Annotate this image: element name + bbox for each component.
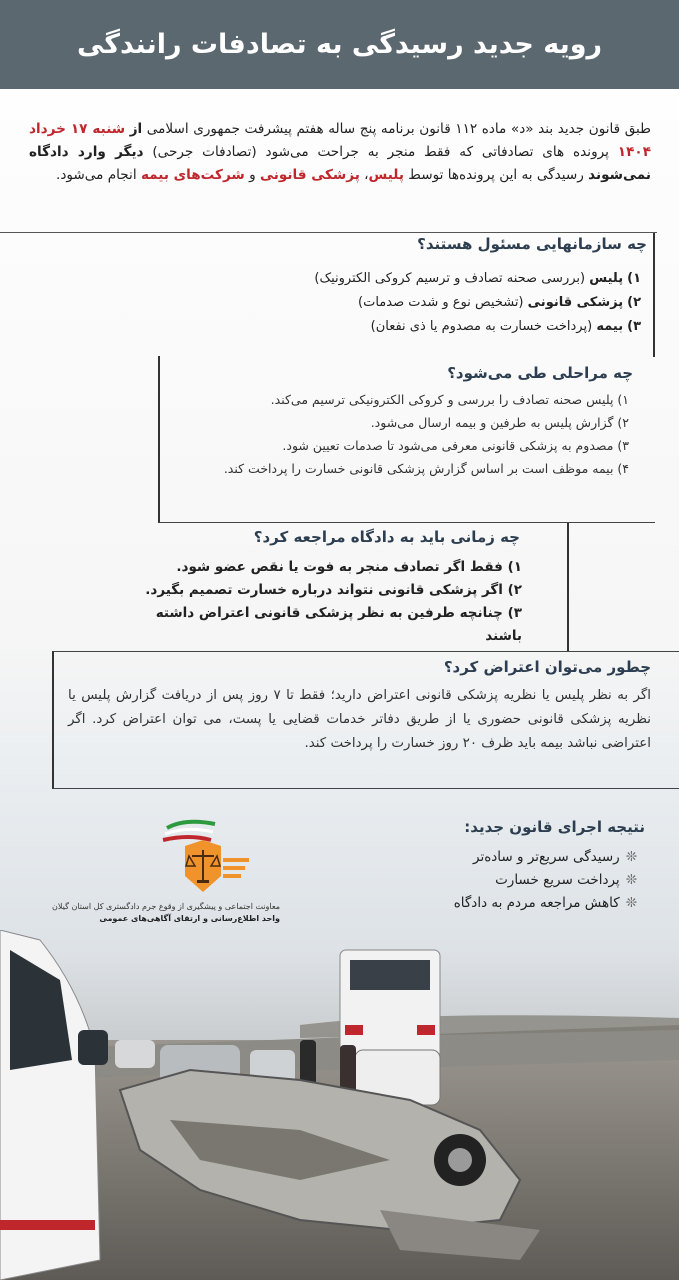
list-item: ۱) فقط اگر تصادف منجر به فوت یا نقص عضو شود. xyxy=(176,559,522,575)
accident-photo xyxy=(0,930,679,1280)
section-title: چه مراحلی طی می‌شود؟ xyxy=(447,364,633,382)
section-title: چه زمانی باید به دادگاه مراجعه کرد؟ xyxy=(253,528,520,546)
result-text: کاهش مراجعه مردم به دادگاه xyxy=(453,895,620,911)
org-insurance: شرکت‌های بیمه xyxy=(140,167,245,183)
result-section xyxy=(355,818,645,915)
org-name-line1: معاونت اجتماعی و پیشگیری از وقوع جرم دادگستری کل استان گیلان xyxy=(52,902,280,911)
list-item: ۳) چنانچه طرفین به نظر پزشکی قانونی اعتراض داشته باشند xyxy=(155,605,522,644)
judiciary-logo xyxy=(52,818,280,948)
header-banner xyxy=(0,0,679,89)
scales-of-justice-icon xyxy=(145,818,255,900)
page-title: رویه جدید رسیدگی به تصادفات رانندگی xyxy=(76,29,603,60)
intro-text: از xyxy=(129,121,143,137)
result-text: رسیدگی سریع‌تر و ساده‌تر xyxy=(473,849,620,865)
section-title: چه سازمانهایی مسئول هستند؟ xyxy=(417,235,647,253)
bullet-icon: ❊ xyxy=(625,872,637,888)
item-desc: (پرداخت خسارت به مصدوم یا ذی نفعان) xyxy=(370,319,593,334)
intro-text: انجام می‌شود. xyxy=(56,167,141,183)
objection-body: اگر به نظر پلیس یا نظریه پزشکی قانونی اعتراض دارید؛ فقط تا ۷ روز پس از دریافت گزارش پلیس یا نظریه پزشکی قانونی حضوری یا از طریق دفاتر خدمات قضایی یا پست، می توان اعتراض کرد. اگر اعتراضی نباشد بیمه باید ظرف ۲۰ روز خسارت را پرداخت کند. xyxy=(68,688,652,751)
steps-list xyxy=(160,388,633,480)
objection-section xyxy=(52,651,679,789)
section-title: چطور می‌توان اعتراض کرد؟ xyxy=(443,658,651,676)
court-cases-list xyxy=(124,556,522,648)
result-list xyxy=(355,846,645,915)
intro-text: طبق قانون جدید بند «د» ماده ۱۱۲ قانون برنامه پنج ساله هفتم پیشرفت جمهوری اسلامی xyxy=(142,121,651,137)
process-steps-section xyxy=(158,356,655,523)
list-item xyxy=(355,846,637,869)
effective-date: شنبه ۱۷ خرداد ۱۴۰۴ xyxy=(29,121,651,160)
intro-text: ، xyxy=(359,167,369,183)
item-number: ۳) xyxy=(627,319,641,334)
intro-paragraph xyxy=(29,118,651,187)
item-name: بیمه xyxy=(596,319,624,334)
list-item xyxy=(355,892,637,915)
list-item: ۱) پلیس صحنه تصادف را بررسی و کروکی الکترونیکی ترسیم می‌کند. xyxy=(270,392,629,407)
list-item: ۴) بیمه موظف است بر اساس گزارش پزشکی قانونی خسارت را پرداخت کند. xyxy=(223,461,629,476)
list-item: ۳) مصدوم به پزشکی قانونی معرفی می‌شود تا صدمات تعیین شود. xyxy=(282,438,629,453)
item-number: ۱) xyxy=(627,271,641,286)
section-title: نتیجه اجرای قانون جدید: xyxy=(464,818,645,836)
item-desc: (بررسی صحنه تصادف و ترسیم کروکی الکترونیک) xyxy=(314,271,586,286)
org-forensic: پزشکی قانونی xyxy=(260,167,360,183)
intro-text: پرونده های تصادفاتی که فقط منجر به جراحت می‌شود (تصادفات جرحی) xyxy=(143,144,618,160)
org-police: پلیس xyxy=(368,167,404,183)
item-desc: (تشخیص نوع و شدت صدمات) xyxy=(358,295,524,310)
item-number: ۲) xyxy=(627,295,641,310)
bullet-icon: ❊ xyxy=(625,895,637,911)
list-item xyxy=(355,869,637,892)
list-item: ۲) گزارش پلیس به طرفین و بیمه ارسال می‌شود. xyxy=(370,415,629,430)
intro-text: رسیدگی به این پرونده‌ها توسط xyxy=(403,167,589,183)
bullet-icon: ❊ xyxy=(625,849,637,865)
org-name-line2: واحد اطلاع‌رسانی و ارتقای آگاهی‌های عمومی xyxy=(99,914,280,923)
responsible-orgs-section xyxy=(0,232,657,356)
org-list xyxy=(0,267,647,339)
intro-highlight: دیگر وارد دادگاه نمی‌شوند xyxy=(29,144,651,183)
item-name: پلیس xyxy=(589,271,624,286)
list-item xyxy=(0,315,641,339)
court-section xyxy=(124,523,569,651)
list-item xyxy=(0,291,641,315)
item-name: پزشکی قانونی xyxy=(527,295,624,310)
list-item xyxy=(0,267,641,291)
list-item: ۲) اگر پزشکی قانونی نتواند درباره خسارت تصمیم بگیرد. xyxy=(145,582,522,598)
intro-text: و xyxy=(244,167,261,183)
result-text: پرداخت سریع خسارت xyxy=(495,872,620,888)
